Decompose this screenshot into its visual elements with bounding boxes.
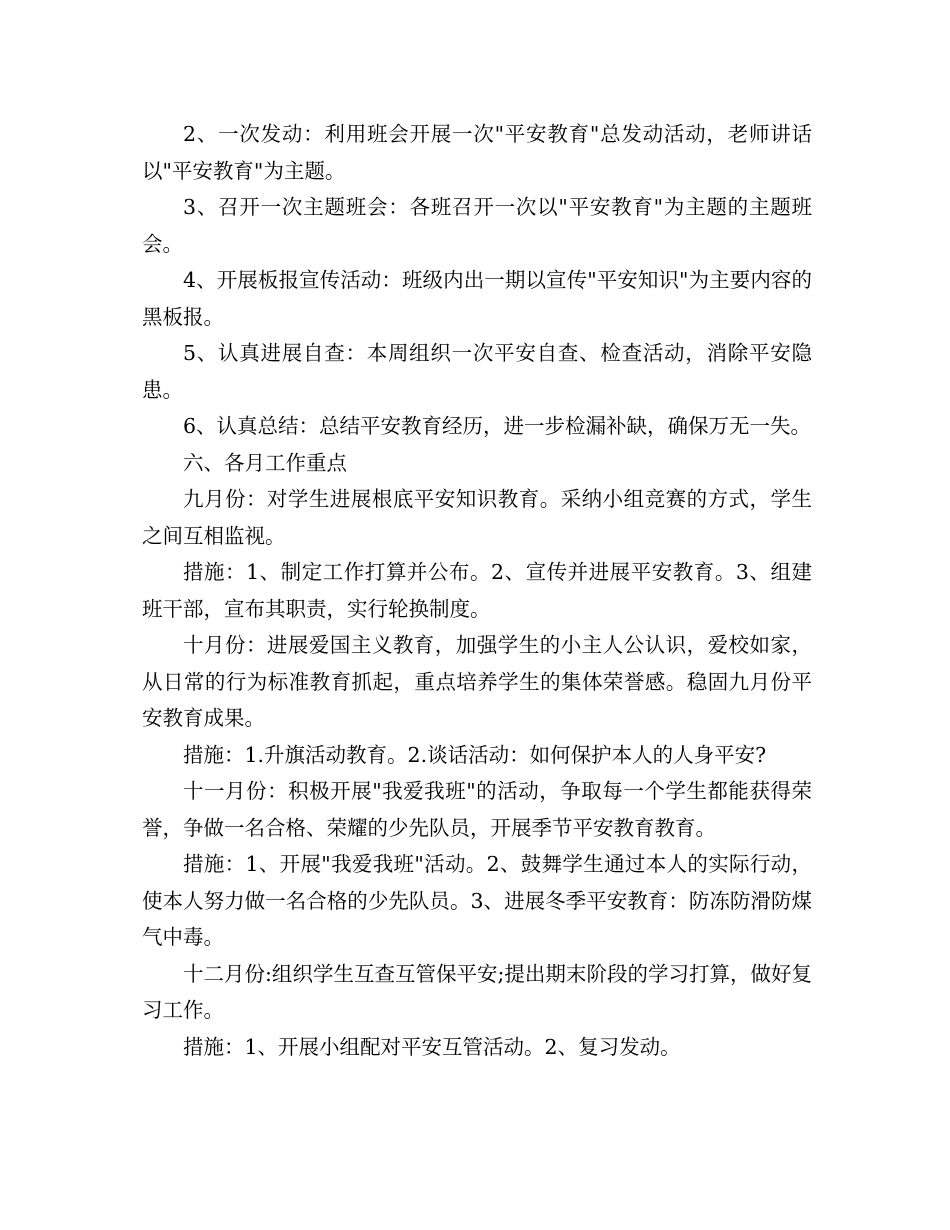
paragraph-november-measures: 措施：1、开展"我爱我班"活动。2、鼓舞学生通过本人的实际行动，使本人努力做一名合格的少先队员。3、进展冬季平安教育：防冻防滑防煤气中毒。 [142, 852, 812, 949]
paragraph-october-measures: 措施：1.升旗活动教育。2.谈话活动：如何保护本人的人身平安? [183, 742, 767, 767]
paragraph-item-5: 5、认真进展自查：本周组织一次平安自查、检查活动，消除平安隐患。 [142, 341, 812, 402]
section-heading-monthly-focus: 六、各月工作重点 [183, 450, 347, 475]
paragraph-september-measures: 措施：1、制定工作打算并公布。2、宣传并进展平安教育。3、组建班干部，宣布其职责，实行轮换制度。 [142, 560, 812, 621]
paragraph-item-3: 3、召开一次主题班会：各班召开一次以"平安教育"为主题的主题班会。 [142, 195, 812, 256]
paragraph-december-measures: 措施：1、开展小组配对平安互管活动。2、复习发动。 [183, 1034, 681, 1059]
paragraph-item-2: 2、一次发动：利用班会开展一次"平安教育"总发动活动，老师讲话以"平安教育"为主题。 [142, 122, 812, 183]
paragraph-december: 十二月份:组织学生互查互管保平安;提出期末阶段的学习打算，做好复习工作。 [142, 961, 812, 1022]
paragraph-november: 十一月份：积极开展"我爱我班"的活动，争取每一个学生都能获得荣誉，争做一名合格、荣耀的少先队员，开展季节平安教育教育。 [142, 779, 812, 840]
paragraph-item-6: 6、认真总结：总结平安教育经历，进一步检漏补缺，确保万无一失。 [183, 414, 812, 438]
paragraph-october: 十月份：进展爱国主义教育，加强学生的小主人公认识，爱校如家，从日常的行为标准教育抓起，重点培养学生的集体荣誉感。稳固九月份平安教育成果。 [142, 633, 812, 730]
paragraph-september: 九月份：对学生进展根底平安知识教育。采纳小组竞赛的方式，学生之间互相监视。 [142, 487, 812, 548]
document-body [142, 116, 812, 1065]
paragraph-item-4: 4、开展板报宣传活动：班级内出一期以宣传"平安知识"为主要内容的黑板报。 [142, 268, 812, 329]
